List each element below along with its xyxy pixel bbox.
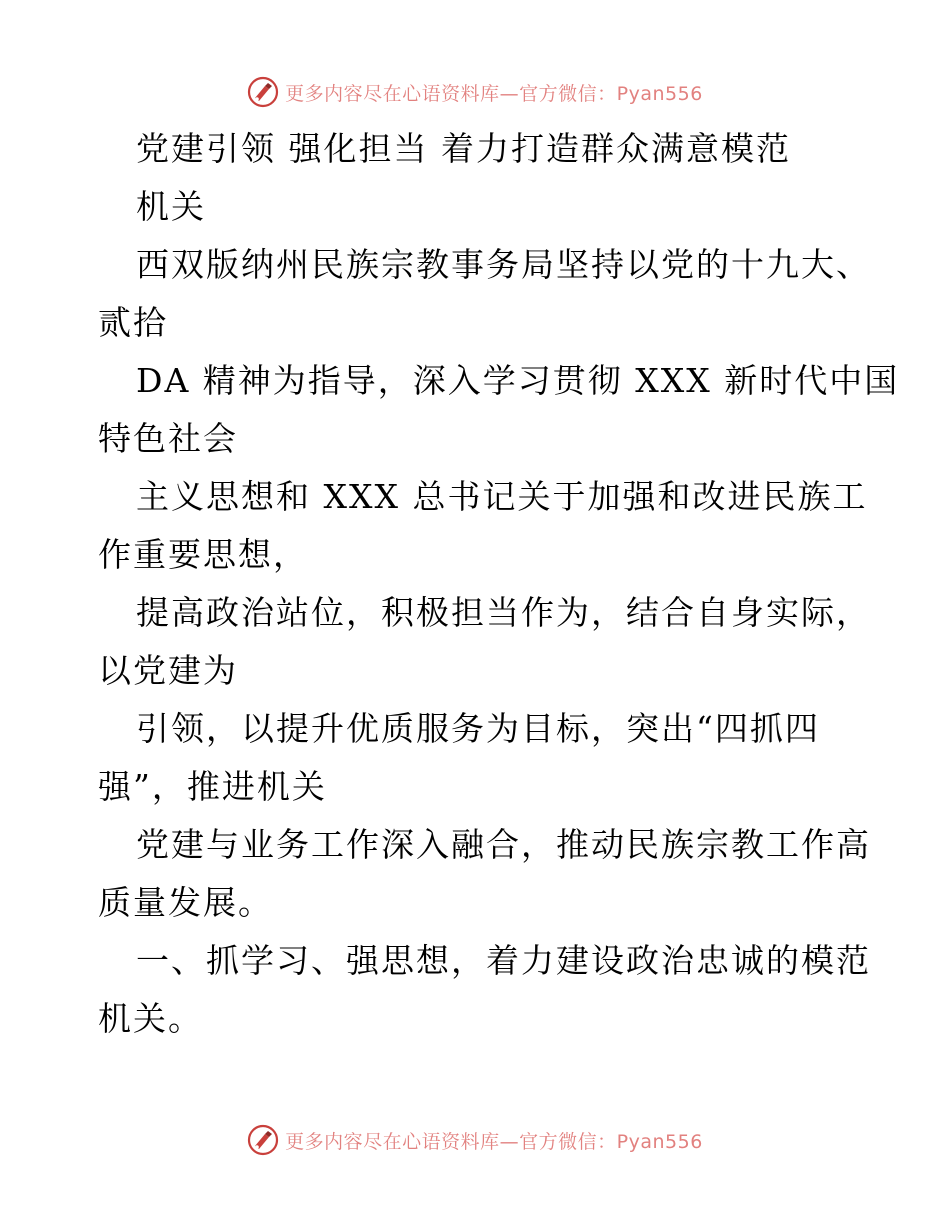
header-watermark — [0, 72, 950, 112]
doc-line: 特色社会 — [98, 419, 238, 458]
pen-logo-icon — [247, 1124, 279, 1156]
footer-watermark — [0, 1120, 950, 1160]
pen-logo-icon — [247, 76, 279, 108]
doc-line: 提高政治站位，积极担当作为，结合自身实际， — [136, 593, 871, 632]
doc-line: 党建引领 强化担当 着力打造群众满意模范 — [136, 129, 791, 168]
doc-line: 主义思想和 XXX 总书记关于加强和改进民族工 — [136, 477, 868, 516]
watermark-text: 更多内容尽在心语资料库—官方微信：Pyan556 — [285, 82, 703, 105]
doc-line: 机关。 — [98, 999, 203, 1038]
document-body — [98, 120, 900, 1048]
doc-line: 质量发展。 — [98, 883, 273, 922]
doc-line: 引领，以提升优质服务为目标，突出“四抓四 — [136, 709, 820, 748]
doc-line: 贰拾 — [98, 303, 168, 342]
doc-line: 作重要思想， — [98, 535, 308, 574]
watermark-text: 更多内容尽在心语资料库—官方微信：Pyan556 — [285, 1130, 703, 1153]
doc-line: 党建与业务工作深入融合，推动民族宗教工作高 — [136, 825, 871, 864]
doc-line: 以党建为 — [98, 651, 238, 690]
doc-line: 西双版纳州民族宗教事务局坚持以党的十九大、 — [136, 245, 871, 284]
doc-line: 强”，推进机关 — [98, 767, 327, 806]
doc-line: 机关 — [136, 187, 206, 226]
doc-line: 一、抓学习、强思想，着力建设政治忠诚的模范 — [136, 941, 871, 980]
doc-line: DA 精神为指导，深入学习贯彻 XXX 新时代中国 — [136, 361, 900, 400]
